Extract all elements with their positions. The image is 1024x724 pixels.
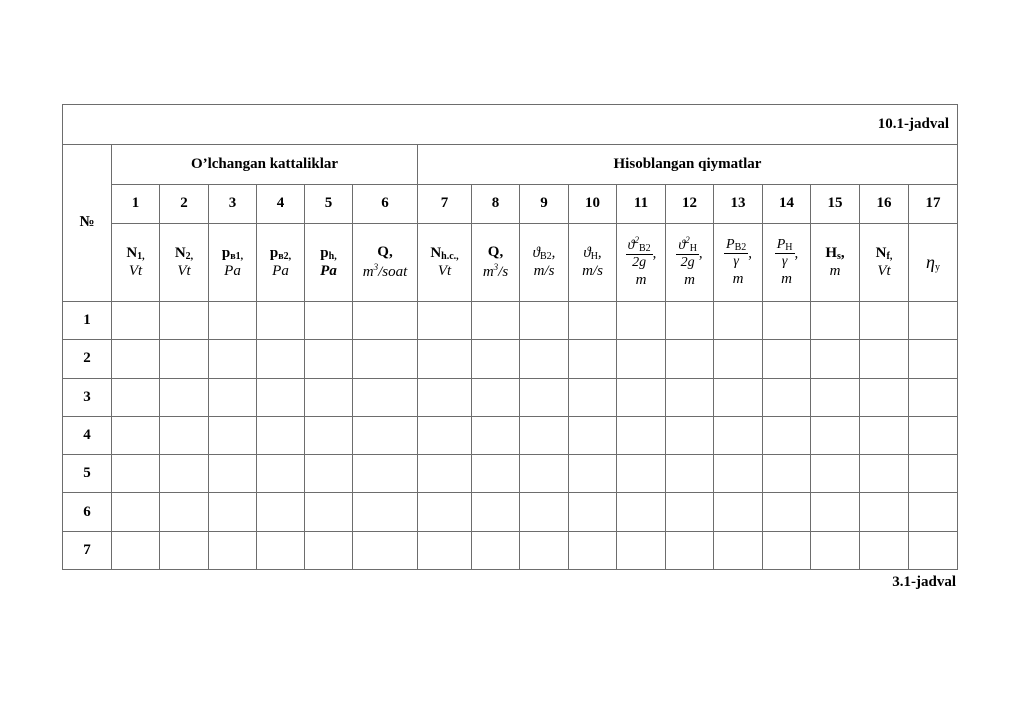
data-cell[interactable]: [860, 531, 909, 569]
data-cell[interactable]: [909, 455, 958, 493]
data-cell[interactable]: [353, 493, 418, 531]
row-number: 4: [63, 416, 112, 454]
measured-header: O’lchangan kattaliklar: [112, 145, 418, 185]
data-cell[interactable]: [860, 416, 909, 454]
table-row: [63, 493, 958, 531]
data-cell[interactable]: [353, 531, 418, 569]
data-cell[interactable]: [112, 340, 160, 378]
column-number: 6: [353, 185, 418, 224]
column-number: 4: [257, 185, 305, 224]
data-cell[interactable]: [617, 378, 666, 416]
row-number: 7: [63, 531, 112, 569]
data-cell[interactable]: [909, 493, 958, 531]
data-cell[interactable]: [763, 531, 811, 569]
data-cell[interactable]: [305, 531, 353, 569]
data-cell[interactable]: [472, 302, 520, 340]
data-cell[interactable]: [617, 416, 666, 454]
data-cell[interactable]: [666, 302, 714, 340]
data-cell[interactable]: [257, 302, 305, 340]
data-cell[interactable]: [520, 302, 569, 340]
data-cell[interactable]: [909, 416, 958, 454]
column-number: 7: [418, 185, 472, 224]
data-cell[interactable]: [569, 531, 617, 569]
data-cell[interactable]: [569, 455, 617, 493]
data-cell[interactable]: [520, 416, 569, 454]
column-number: 13: [714, 185, 763, 224]
data-cell[interactable]: [520, 340, 569, 378]
calculated-header: Hisoblangan qiymatlar: [418, 145, 958, 185]
data-cell[interactable]: [305, 416, 353, 454]
column-number: 12: [666, 185, 714, 224]
column-number: 11: [617, 185, 666, 224]
data-cell[interactable]: [569, 416, 617, 454]
data-cell[interactable]: [418, 493, 472, 531]
data-cell[interactable]: [112, 378, 160, 416]
quantity-cell-6: Q, $m^3$/soat: [353, 224, 418, 302]
column-number: 2: [160, 185, 209, 224]
quantity-cell-11: $\frac{ϑ^2_{B2}}{2g}$ , m: [617, 224, 666, 302]
quantity-cell-7: $N_{h.c.,}$ Vt: [418, 224, 472, 302]
column-number: 3: [209, 185, 257, 224]
quantity-cell-4: $p_{в2,}$ Pa: [257, 224, 305, 302]
table-row: [63, 340, 958, 378]
data-cell[interactable]: [860, 378, 909, 416]
data-cell[interactable]: [112, 302, 160, 340]
data-cell[interactable]: [520, 378, 569, 416]
quantity-cell-5: $p_{h,}$ Pa: [305, 224, 353, 302]
data-cell[interactable]: [209, 302, 257, 340]
data-cell[interactable]: [811, 416, 860, 454]
data-cell[interactable]: [714, 340, 763, 378]
quantity-cell-8: Q, $m^3/s$: [472, 224, 520, 302]
quantity-cell-14: $\frac{P_H}{\gamma}$ , m: [763, 224, 811, 302]
table-row: [63, 378, 958, 416]
data-cell[interactable]: [714, 531, 763, 569]
data-cell[interactable]: [569, 302, 617, 340]
data-cell[interactable]: [305, 455, 353, 493]
table-row: [63, 531, 958, 569]
data-cell[interactable]: [418, 340, 472, 378]
data-cell[interactable]: [418, 416, 472, 454]
data-cell[interactable]: [353, 378, 418, 416]
data-cell[interactable]: [714, 416, 763, 454]
data-rows: [63, 302, 958, 570]
data-cell[interactable]: [418, 302, 472, 340]
column-number: 9: [520, 185, 569, 224]
row-number: 5: [63, 455, 112, 493]
table-row: [63, 302, 958, 340]
row-number: 6: [63, 493, 112, 531]
data-cell[interactable]: [666, 378, 714, 416]
data-cell[interactable]: [353, 455, 418, 493]
column-number: 1: [112, 185, 160, 224]
quantity-cell-2: $N_{2,}$ Vt: [160, 224, 209, 302]
quantity-cell-1: $N_{1,}$ Vt: [112, 224, 160, 302]
data-cell[interactable]: [353, 302, 418, 340]
data-cell[interactable]: [763, 340, 811, 378]
data-cell[interactable]: [257, 340, 305, 378]
data-cell[interactable]: [305, 378, 353, 416]
data-cell[interactable]: [305, 340, 353, 378]
data-cell[interactable]: [257, 531, 305, 569]
data-cell[interactable]: [763, 455, 811, 493]
data-cell[interactable]: [472, 416, 520, 454]
quantity-cell-16: $N_{f,}$ Vt: [860, 224, 909, 302]
data-cell[interactable]: [714, 302, 763, 340]
data-cell[interactable]: [418, 531, 472, 569]
data-cell[interactable]: [209, 493, 257, 531]
quantity-cell-9: $ϑ_{B2}$, m/s: [520, 224, 569, 302]
data-cell[interactable]: [569, 378, 617, 416]
data-cell[interactable]: [112, 493, 160, 531]
data-cell[interactable]: [909, 378, 958, 416]
data-cell[interactable]: [617, 493, 666, 531]
data-cell[interactable]: [714, 493, 763, 531]
data-cell[interactable]: [209, 455, 257, 493]
data-cell[interactable]: [520, 455, 569, 493]
data-cell[interactable]: [666, 416, 714, 454]
data-cell[interactable]: [353, 340, 418, 378]
data-cell[interactable]: [353, 416, 418, 454]
data-cell[interactable]: [472, 531, 520, 569]
quantity-cell-13: $\frac{P_{B2}}{\gamma}$ , m: [714, 224, 763, 302]
column-number: 8: [472, 185, 520, 224]
data-cell[interactable]: [112, 455, 160, 493]
data-cell[interactable]: [860, 302, 909, 340]
row-number-header: №: [63, 145, 112, 302]
data-cell[interactable]: [811, 531, 860, 569]
table-caption-bottom: 3.1-jadval: [892, 574, 956, 590]
column-number: 10: [569, 185, 617, 224]
data-cell[interactable]: [714, 378, 763, 416]
column-number: 17: [909, 185, 958, 224]
data-cell[interactable]: [112, 531, 160, 569]
row-number: 3: [63, 378, 112, 416]
data-cell[interactable]: [209, 531, 257, 569]
row-number: 1: [63, 302, 112, 340]
column-number: 5: [305, 185, 353, 224]
data-cell[interactable]: [257, 378, 305, 416]
data-cell[interactable]: [617, 302, 666, 340]
data-cell[interactable]: [418, 455, 472, 493]
data-cell[interactable]: [860, 455, 909, 493]
column-number-row: [63, 185, 958, 224]
data-cell[interactable]: [160, 493, 209, 531]
data-table: [62, 104, 958, 570]
table-row: [63, 416, 958, 454]
data-cell[interactable]: [666, 531, 714, 569]
quantity-cell-17: $\eta_y$: [909, 224, 958, 302]
data-cell[interactable]: [112, 416, 160, 454]
data-cell[interactable]: [909, 340, 958, 378]
data-cell[interactable]: [209, 416, 257, 454]
data-cell[interactable]: [860, 493, 909, 531]
data-cell[interactable]: [617, 340, 666, 378]
data-cell[interactable]: [666, 493, 714, 531]
quantity-row: [63, 224, 958, 302]
data-cell[interactable]: [763, 493, 811, 531]
data-cell[interactable]: [160, 302, 209, 340]
data-cell[interactable]: [160, 378, 209, 416]
data-cell[interactable]: [763, 416, 811, 454]
data-cell[interactable]: [160, 455, 209, 493]
data-cell[interactable]: [305, 302, 353, 340]
data-cell[interactable]: [860, 340, 909, 378]
quantity-cell-15: $H_s$, m: [811, 224, 860, 302]
data-cell[interactable]: [811, 493, 860, 531]
data-cell[interactable]: [209, 340, 257, 378]
data-cell[interactable]: [763, 302, 811, 340]
data-cell[interactable]: [418, 378, 472, 416]
data-cell[interactable]: [617, 531, 666, 569]
data-cell[interactable]: [569, 340, 617, 378]
data-cell[interactable]: [472, 493, 520, 531]
data-cell[interactable]: [305, 493, 353, 531]
data-cell[interactable]: [763, 378, 811, 416]
data-cell[interactable]: [811, 378, 860, 416]
data-cell[interactable]: [160, 416, 209, 454]
table-caption: 10.1-jadval: [63, 105, 958, 145]
data-cell[interactable]: [257, 416, 305, 454]
quantity-cell-10: $ϑ_H$, m/s: [569, 224, 617, 302]
data-cell[interactable]: [160, 340, 209, 378]
data-cell[interactable]: [811, 302, 860, 340]
column-number: 15: [811, 185, 860, 224]
data-cell[interactable]: [209, 378, 257, 416]
data-cell[interactable]: [160, 531, 209, 569]
data-cell[interactable]: [617, 455, 666, 493]
row-number: 2: [63, 340, 112, 378]
data-cell[interactable]: [909, 302, 958, 340]
column-number: 14: [763, 185, 811, 224]
quantity-cell-12: $\frac{ϑ^2_H}{2g}$ , m: [666, 224, 714, 302]
data-cell[interactable]: [666, 455, 714, 493]
data-cell[interactable]: [714, 455, 763, 493]
data-cell[interactable]: [472, 340, 520, 378]
data-cell[interactable]: [666, 340, 714, 378]
data-cell[interactable]: [257, 493, 305, 531]
data-cell[interactable]: [811, 455, 860, 493]
data-cell[interactable]: [257, 455, 305, 493]
quantity-cell-3: $p_{в1,}$ Pa: [209, 224, 257, 302]
data-cell[interactable]: [909, 531, 958, 569]
data-cell[interactable]: [811, 340, 860, 378]
data-cell[interactable]: [472, 455, 520, 493]
data-cell[interactable]: [520, 531, 569, 569]
column-number: 16: [860, 185, 909, 224]
data-cell[interactable]: [520, 493, 569, 531]
data-cell[interactable]: [472, 378, 520, 416]
data-cell[interactable]: [569, 493, 617, 531]
table-row: [63, 455, 958, 493]
